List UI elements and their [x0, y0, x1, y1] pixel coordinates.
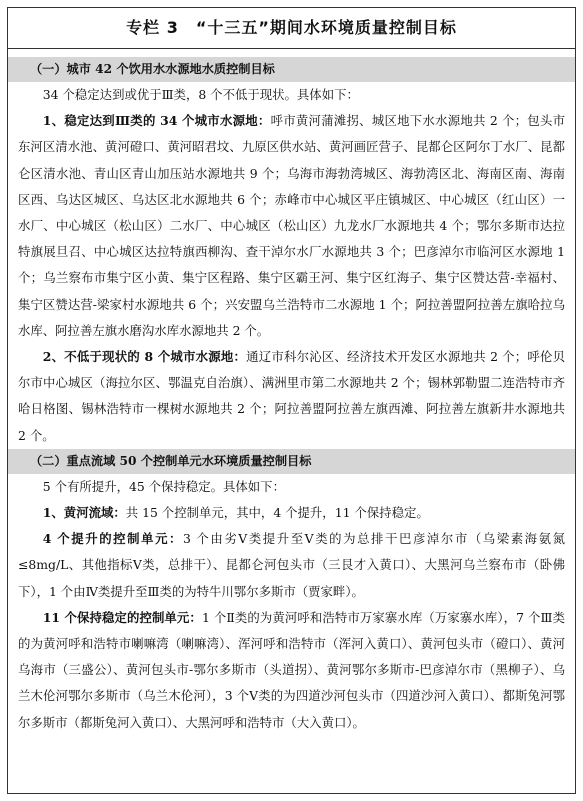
column-title: 专栏 3 “十三五”期间水环境质量控制目标: [8, 8, 575, 49]
section-2-paragraph-3: [18, 605, 565, 736]
section-1-paragraph-1: [18, 108, 565, 344]
section-2-summary: 5 个有所提升，45 个保持稳定。具体如下：: [42, 478, 285, 494]
section-1-paragraph-1-lead: 1、稳定达到Ⅲ类的 34 个城市水源地：: [42, 113, 271, 129]
section-1-paragraph-1-text: 呼市黄河蒲滩拐、城区地下水水源地共 2 个；包头市东河区清水池、黄河磴口、黄河昭君坟、九原区供水站、黄河画匠营子、昆都仑区阿尔丁水厂、昆都仑区清水池、青山区青山加压站水源地共 9 个；乌海市海勃湾城区、海勃湾区北、海南区南、海南区西、乌达区城区、乌达区北水源地共 6 个；赤峰市中心城区平庄镇城区、中心城区（红山区）一水厂、中心城区（松山区）二水厂、中心城区（松山区）九龙水厂水源地共 4 个；鄂尔多斯市达拉特旗展旦召、中心城区达拉特旗西柳沟、查干淖尔水厂水源地共 3 个；巴彦淖尔市临河区水源地 1 个；乌兰察布市集宁区小黄、集宁区程路、集宁区霸王河、集宁区红海子、集宁区赞达营-幸福村、集宁区赞达营-梁家村水源地共 6 个；兴安盟乌兰浩特市二水源地 1 个；阿拉善盟阿拉善左旗哈拉乌水库、阿拉善左旗水磨沟水库水源地共 2 个。: [18, 113, 565, 338]
section-2-paragraph-2-lead: 4 个提升的控制单元：: [42, 531, 183, 547]
section-1-summary: 34 个稳定达到或优于Ⅲ类，8 个不低于现状。具体如下：: [42, 87, 359, 102]
section-2-heading: （二）重点流域 50 个控制单元水环境质量控制目标: [8, 449, 575, 474]
column-body: [8, 49, 575, 736]
section-1-paragraph-2-text: 通辽市科尔沁区、经济技术开发区水源地共 2 个；呼伦贝尔市中心城区（海拉尔区、鄂温克自治旗）、满洲里市第二水源地共 2 个；锡林郭勒盟二连浩特市齐哈日格图、锡林浩特市一棵树水源地共 2 个；阿拉善盟阿拉善左旗西滩、阿拉善左旗新井水源地共 2 个。: [18, 349, 565, 443]
section-2-paragraph-2-text: 3 个由劣Ⅴ类提升至Ⅴ类的为总排干巴彦淖尔市（乌梁素海氨氮≤8mg/L、其他指标Ⅴ类，总排干）、昆都仑河包头市（三艮才入黄口）、大黑河乌兰察布市（卧佛下），1 个由Ⅳ类提升至Ⅲ类的为特牛川鄂尔多斯市（贾家畔）。: [18, 531, 566, 599]
section-2-paragraph-1-text: 共 15 个控制单元，其中，4 个提升，11 个保持稳定。: [125, 505, 429, 521]
section-1-paragraph-2: [18, 344, 565, 449]
section-2-paragraph-1: [18, 500, 565, 526]
section-1-heading: （一）城市 42 个饮用水水源地水质控制目标: [8, 57, 575, 82]
column-box: [7, 7, 576, 794]
section-1-paragraph-2-lead: 2、不低于现状的 8 个城市水源地：: [42, 349, 247, 365]
section-2-paragraph-1-lead: 1、黄河流域：: [42, 505, 126, 521]
section-2-paragraph-3-lead: 11 个保持稳定的控制单元：: [42, 609, 202, 625]
section-2-paragraph-2: [18, 526, 565, 605]
section-2-paragraph-3-text: 1 个Ⅱ类的为黄河呼和浩特市万家寨水库（万家寨水库），7 个Ⅲ类的为黄河呼和浩特市喇嘛湾（喇嘛湾）、浑河呼和浩特市（浑河入黄口）、黄河包头市（磴口）、黄河乌海市（三盛公）、黄河包头市-鄂尔多斯市（头道拐）、黄河鄂尔多斯市-巴彦淖尔市（黑柳子）、乌兰木伦河鄂尔多斯市（乌兰木伦河），3 个Ⅴ类的为四道沙河包头市（四道沙河入黄口）、都斯兔河鄂尔多斯市（都斯兔河入黄口）、大黑河呼和浩特市（大入黄口）。: [18, 609, 565, 730]
